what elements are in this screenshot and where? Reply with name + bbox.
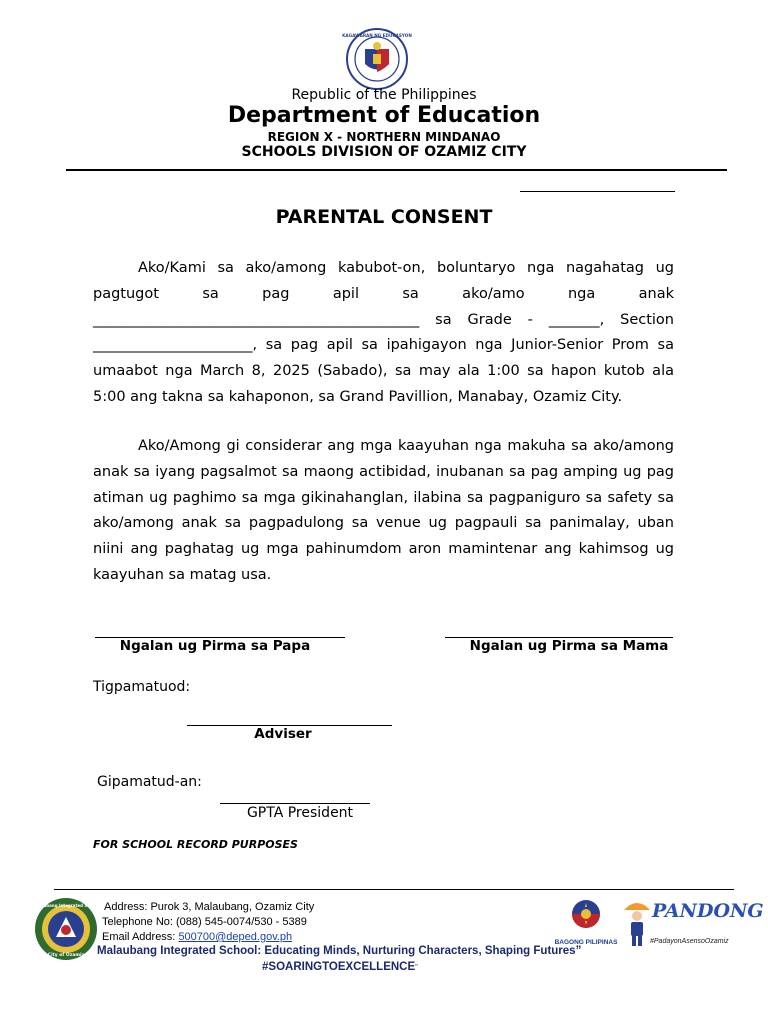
school-logo-city: City of Ozamiz [47,953,85,958]
mama-signature-label: Ngalan ug Pirma sa Mama [469,638,669,654]
footer-email-label: Email Address: [102,931,176,943]
hashtag-suffix: ” [415,963,418,972]
pandong-hashtag: #PadayonAsensoOzamiz [650,938,729,945]
gpta-label: GPTA President [246,805,354,821]
footer-email-link[interactable]: 500700@deped.gov.ph [178,931,293,943]
tigpamatuod-label: Tigpamatuod: [93,679,191,695]
papa-signature-label: Ngalan ug Pirma sa Papa [119,638,311,654]
date-blank-line [520,191,675,192]
deped-seal-logo [342,28,412,90]
seal-text: KAGAWARAN NG EDUKASYON [342,33,412,38]
department-title: Department of Education [227,103,541,128]
footer-email-row [102,931,292,943]
bagong-pilipinas-label: BAGONG PILIPINAS [554,939,618,946]
region-line: REGION X - NORTHERN MINDANAO [267,130,501,144]
document-title: PARENTAL CONSENT [275,206,493,228]
consent-paragraph-1: Ako/Kami sa ako/among kabubot-on, boluntaryo nga nagahatag ug pagtugot sa pag apil sa ako/amo nga anak _____________________________________________ sa Grade - _______, Section ______________________, sa pag apil sa ipahigayon nga Junior-Senior Prom sa umaabot nga March 8, 2025 (Sabado), sa may ala 1:00 sa hapon kutob ala 5:00 ang takna sa kahaponon, sa Grand Pavillion, Manabay, Ozamiz City. [93,260,674,405]
gpta-signature-line [220,803,370,804]
pandong-wordmark: PANDONG [652,900,764,922]
footer-telephone: Telephone No: (088) 545-0074/530 - 5389 [102,916,307,928]
bagong-pilipinas-logo [560,898,612,938]
hashtag-line [262,961,418,973]
school-motto: Malaubang Integrated School: Educating Minds, Nurturing Characters, Shaping Futures” [97,945,582,957]
gipamatudan-label: Gipamatud-an: [97,774,202,790]
header-divider [66,169,727,171]
republic-line: Republic of the Philippines [291,87,477,103]
school-logo-text: Malaubang Integrated School [32,903,100,908]
adviser-label: Adviser [254,726,312,742]
footer-address: Address: Purok 3, Malaubang, Ozamiz City [104,901,315,913]
pandong-figure-icon [622,898,652,948]
division-line: SCHOOLS DIVISION OF OZAMIZ CITY [241,144,527,160]
footer-divider [54,889,734,890]
consent-paragraph-2: Ako/Among gi considerar ang mga kaayuhan nga makuha sa ako/among anak sa iyang pagsalmot sa maong actibidad, inubanan sa pag amping ug pag atiman ug paghimo sa mga gikinahanglan, ilabina sa pagpaniguro sa safety sa ako/among anak sa pagpadulong sa venue ug pagpauli sa panimalay, uban niini ang paghatag ug mga pahinumdom aron mamintenar ang kahimsog ug kaayuhan sa matag usa. [93,438,674,583]
school-logo [34,897,98,961]
record-purposes-note: FOR SCHOOL RECORD PURPOSES [93,838,298,851]
hashtag-text: #SOARINGTOEXCELLENCE [262,961,416,973]
